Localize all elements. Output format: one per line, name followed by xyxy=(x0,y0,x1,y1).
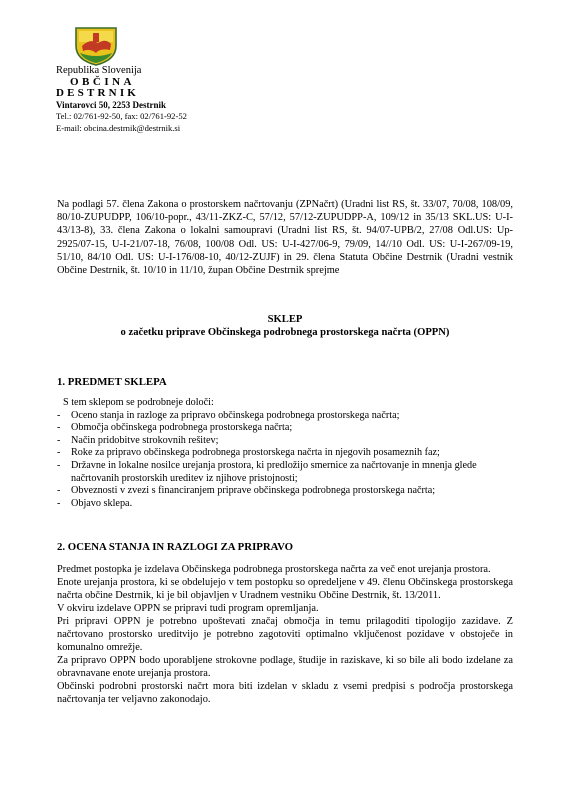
paragraph: Občinski podrobni prostorski načrt mora biti izdelan v skladu z vsemi predpisi s področja prostorskega načrtovanja ter veljavno zakonodajo. xyxy=(57,681,513,705)
address: Vintarovci 50, 2253 Destrnik xyxy=(56,99,166,110)
letterhead xyxy=(56,65,187,134)
paragraph: Pri pripravi OPPN je potrebno upoštevati značaj območja in temu prilagoditi tipologijo zazidave. Z načrtovano prostorsko ureditvijo je potrebno zagotoviti optimalno vključenost pozidave v obstoječe in komunalno omrežje. xyxy=(57,616,513,653)
paragraph: Za pripravo OPPN bodo uporabljene strokovne podlage, študije in raziskave, ki so bile ali bodo izdelane za obravnavane enote urejanja prostora. xyxy=(57,655,513,679)
obcina-label: OBČINA xyxy=(70,75,136,88)
title-subtitle: o začetku priprave Občinskega podrobnega prostorskega načrta (OPPN) xyxy=(120,327,450,338)
municipality-name: DESTRNIK xyxy=(56,87,140,99)
paragraph: V okviru izdelave OPPN se pripravi tudi program opremljanja. xyxy=(57,603,319,614)
section2-body xyxy=(57,563,513,706)
list-item: - Obveznosti v zvezi s financiranjem priprave občinskega podrobnega prostorskega načrta; xyxy=(57,485,436,497)
section1-lead: S tem sklepom se podrobneje določi: xyxy=(63,397,214,408)
paragraph: Predmet postopka je izdelava Občinskega podrobnega prostorskega načrta za več enot urejanja prostora. xyxy=(57,564,491,575)
list-item: - Oceno stanja in razloge za pripravo občinskega podrobnega prostorskega načrta; xyxy=(57,409,400,421)
list-item: - Objavo sklepa. xyxy=(57,497,133,509)
legal-basis-paragraph: Na podlagi 57. člena Zakona o prostorskem načrtovanju (ZPNačrt) (Uradni list RS, št. 33/07, 70/08, 108/09, 80/10-ZUPUDPP, 106/10-popr., 43/11-ZKZ-C, 57/12, 57/12-ZUPUDPP-A, 109/12 in 35/13 SKL.US: U-I-43/13-8), 33. člena Zakona o lokalni samoupravi (Uradni list RS, št. 94/07-UPB/2, 27/08 Odl.US: Up-2925/07-15, U-I-21/07-18, 76/08, 100/08 Odl. US: U-I-427/06-9, 79/09, 14//10 Odl. US: U-I-267/09-19, 51/10, 84/10 Odl. US: U-I-176/08-10, 40/12-ZUJF) in 29. člena Statuta Občine Destrnik (Uradni vestnik Občine Destrnik, št. 10/10 in 11/10, župan Občine Destrnik sprejme xyxy=(57,199,513,277)
title-sklep: SKLEP xyxy=(267,314,303,325)
section1-body xyxy=(57,397,513,510)
list-item: - Način pridobitve strokovnih rešitev; xyxy=(57,434,219,446)
list-item: - Državne in lokalne nosilce urejanja prostora, ki predložijo smernice za načrtovanje in mnenja glede načrtovanih prostorskih ureditev iz njihove pristojnosti; xyxy=(57,459,477,484)
paragraph: Enote urejanja prostora, ki se obdelujejo v tem postopku so opredeljene v 49. členu Občinskega prostorskega načrta občine Destrnik, ki je bil objavljen v Uradnem vestniku Občine Destrnik, št. 13/2011. xyxy=(57,577,513,601)
municipal-coat-of-arms-icon xyxy=(70,26,122,66)
phone-fax: Tel.: 02/761-92-50, fax: 02/761-92-52 xyxy=(56,111,187,121)
list-item: - Roke za pripravo občinskega podrobnega prostorskega načrta in njegovih posameznih faz; xyxy=(57,447,440,459)
document-title xyxy=(57,313,513,339)
list-item: - Območja občinskega podrobnega prostorskega načrta; xyxy=(57,422,293,434)
email: E-mail: obcina.destrnik@destrnik.si xyxy=(56,122,181,133)
section2-heading: 2. OCENA STANJA IN RAZLOGI ZA PRIPRAVO xyxy=(57,541,294,553)
republic-label: Republika Slovenija xyxy=(56,65,142,76)
section1-heading: 1. PREDMET SKLEPA xyxy=(57,376,167,388)
